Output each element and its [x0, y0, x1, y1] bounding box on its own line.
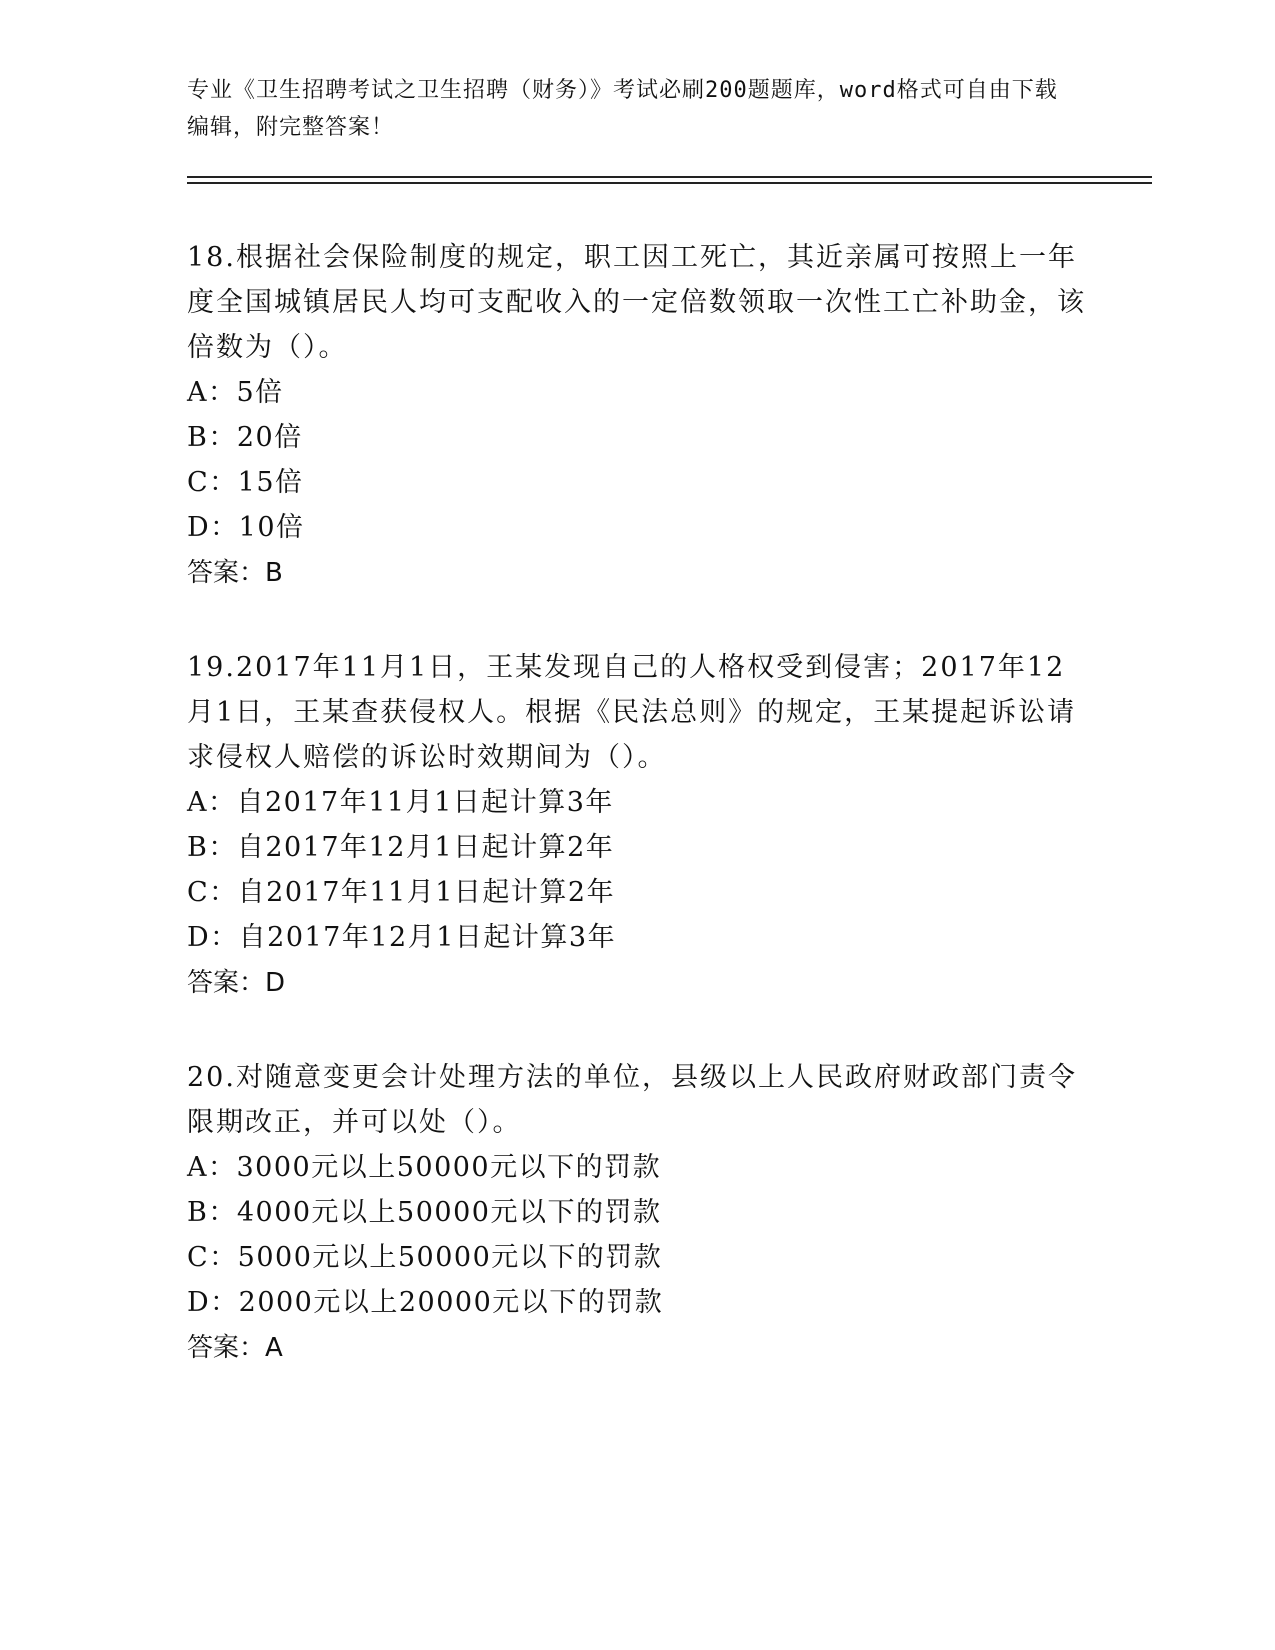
option-b: B：4000元以上50000元以下的罚款 [187, 1197, 662, 1228]
header-rule-bottom [187, 182, 1152, 184]
answer-line: 答案：B [187, 558, 283, 588]
question-stem: 18.根据社会保险制度的规定，职工因工死亡，其近亲属可按照上一年度全国城镇居民人均可支配收入的一定倍数领取一次性工亡补助金，该倍数为（）。 [187, 242, 1086, 363]
option-d: D：自2017年12月1日起计算3年 [187, 922, 617, 953]
header-rule-top [187, 176, 1152, 178]
option-b: B：自2017年12月1日起计算2年 [187, 832, 615, 863]
option-c: C：15倍 [187, 467, 304, 498]
option-a: A：5倍 [187, 377, 284, 408]
question-20 [187, 1055, 1087, 1371]
option-a: A：3000元以上50000元以下的罚款 [187, 1152, 662, 1183]
option-a: A：自2017年11月1日起计算3年 [187, 787, 614, 818]
option-c: C：5000元以上50000元以下的罚款 [187, 1242, 663, 1273]
question-stem: 19.2017年11月1日，王某发现自己的人格权受到侵害；2017年12月1日，王某查获侵权人。根据《民法总则》的规定，王某提起诉讼请求侵权人赔偿的诉讼时效期间为（）。 [187, 652, 1077, 773]
answer-line: 答案：A [187, 1333, 283, 1363]
answer-line: 答案：D [187, 968, 286, 998]
option-d: D：2000元以上20000元以下的罚款 [187, 1287, 664, 1318]
question-18 [187, 235, 1087, 596]
question-stem: 20.对随意变更会计处理方法的单位，县级以上人民政府财政部门责令限期改正，并可以处（）。 [187, 1062, 1077, 1138]
option-c: C：自2017年11月1日起计算2年 [187, 877, 616, 908]
option-d: D：10倍 [187, 512, 305, 543]
document-header: 专业《卫生招聘考试之卫生招聘（财务）》考试必刷200题题库，word格式可自由下载编辑，附完整答案！ [187, 78, 1058, 140]
option-b: B：20倍 [187, 422, 303, 453]
question-19 [187, 645, 1087, 1006]
